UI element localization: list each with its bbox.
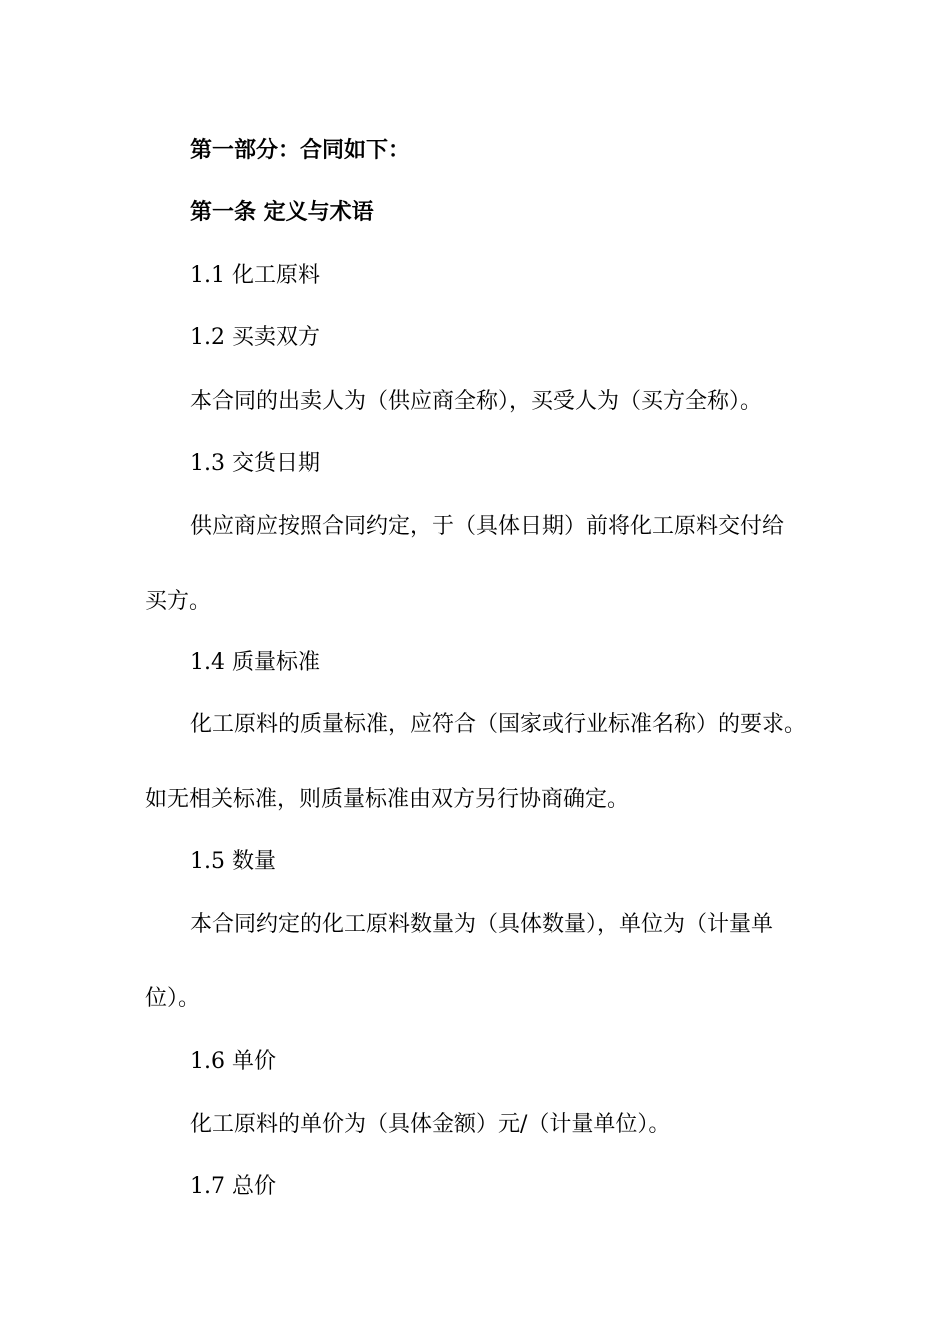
section-1-5-heading: 1.5 数量 [190,849,276,874]
section-1-3-body-line2: 买方。 [145,589,212,614]
section-1-3-heading: 1.3 交货日期 [190,451,320,476]
section-1-7-heading: 1.7 总价 [190,1174,276,1199]
section-1-4-body-line2: 如无相关标准，则质量标准由双方另行协商确定。 [145,787,630,812]
section-1-3-body-line1: 供应商应按照合同约定，于（具体日期）前将化工原料交付给 [190,514,785,539]
section-1-5-body-line2: 位）。 [145,986,201,1011]
section-1-4-body-line1: 化工原料的质量标准，应符合（国家或行业标准名称）的要求。 [190,712,807,737]
part-heading: 第一部分：合同如下： [190,138,411,163]
section-1-5-body-line1: 本合同约定的化工原料数量为（具体数量），单位为（计量单 [190,912,774,937]
section-1-2-heading: 1.2 买卖双方 [190,325,320,350]
article-heading: 第一条 定义与术语 [190,200,374,225]
section-1-6-body: 化工原料的单价为（具体金额）元/（计量单位）。 [190,1112,671,1137]
section-1-4-heading: 1.4 质量标准 [190,650,320,675]
section-1-2-body: 本合同的出卖人为（供应商全称），买受人为（买方全称）。 [190,389,763,414]
section-1-1-heading: 1.1 化工原料 [190,263,320,288]
section-1-6-heading: 1.6 单价 [190,1049,276,1074]
